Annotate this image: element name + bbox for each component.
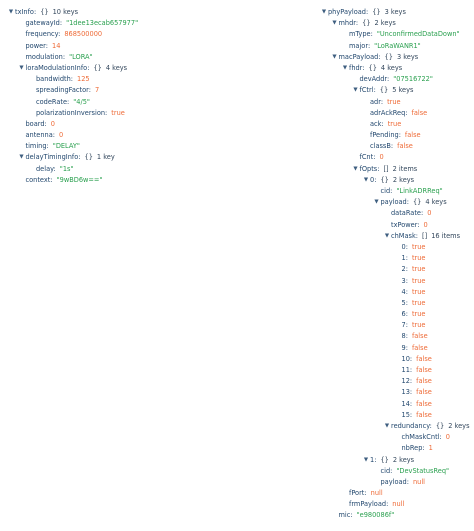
node-value-num: 14 [52,41,61,50]
node-key: txInfo [15,8,34,16]
tree-node [320,499,470,510]
node-value-num: 0 [427,209,432,218]
tree-node [320,365,470,376]
node-key: timing [25,142,47,151]
key-separator: : [70,75,73,84]
tree-node [7,97,207,108]
key-separator: : [390,466,393,475]
tree-node [320,208,470,219]
key-separator: : [67,97,70,106]
node-value-null: null [412,477,425,486]
node-key: 10 [401,354,410,363]
node-value-str: "LinkADRReq" [396,187,443,195]
tree-node [320,141,470,152]
tree-node [320,477,470,488]
node-key: phyPayload [328,8,366,16]
tree-node [320,253,470,264]
tree-node-expandable[interactable] [320,18,470,29]
node-type-brace: [] [422,231,428,240]
tree-node [320,331,470,342]
tree-node [320,466,470,477]
node-value-str: "e980086f" [356,511,395,520]
tree-node [7,141,207,152]
key-separator: : [409,399,413,408]
node-key: adr [370,97,381,106]
key-separator: : [365,8,369,16]
node-key: fOpts [359,164,378,173]
node-type-brace: {} [40,8,49,16]
key-separator: : [374,175,377,184]
node-count: 10 keys [52,8,79,16]
node-count: 4 keys [105,63,128,72]
key-separator: : [88,86,91,95]
node-value-bool: true [111,108,125,117]
key-separator: : [405,321,408,330]
node-key: adrAckReq [370,108,406,117]
expand-toggle-icon[interactable]: ▼ [19,154,24,161]
key-separator: : [377,164,380,173]
node-value-bool: false [411,108,428,117]
node-value-num: 1 [428,444,433,453]
node-key: cid [380,466,391,475]
key-separator: : [405,254,408,263]
node-value-num: 0 [50,119,55,128]
key-separator: : [420,209,424,218]
node-key: gatewayId [25,19,60,28]
node-key: bandwidth [36,75,71,84]
node-value-num: 868500000 [64,30,103,39]
tree-node [7,175,207,186]
node-type-brace: {} [368,63,377,72]
key-separator: : [105,108,108,117]
tree-node-expandable[interactable] [320,197,470,208]
key-separator: : [87,63,90,72]
node-key: codeRate [36,97,68,106]
tree-node [7,74,207,85]
tree-node [320,510,470,521]
node-value-bool: false [411,343,428,352]
key-separator: : [398,131,401,140]
node-value-bool: true [411,310,426,319]
node-key: 0 [370,175,375,184]
key-separator: : [44,119,47,128]
node-key: macPayload [338,52,379,61]
node-type-brace: {} [384,52,393,61]
tree-node-expandable[interactable] [7,152,207,163]
node-type-brace: {} [93,63,102,72]
tree-node [320,387,470,398]
node-value-bool: true [411,321,426,330]
node-key: mhdr [338,19,356,28]
key-separator: : [78,153,81,162]
key-separator: : [387,75,390,84]
key-separator: : [381,119,384,128]
tree-node-expandable[interactable] [7,7,207,18]
node-value-bool: true [411,287,426,296]
tree-node [320,130,470,141]
node-value-str: "4/5" [73,97,90,106]
node-value-str: "DevStatusReq" [396,466,450,475]
node-key: 9 [401,343,406,352]
node-key: board [25,119,45,128]
key-separator: : [406,477,409,486]
node-value-bool: true [411,276,426,285]
node-type-brace: {} [380,175,389,184]
node-type-brace: {} [84,153,93,162]
node-key: 4 [401,287,406,296]
node-count: 1 key [96,153,115,162]
tree-node [320,343,470,354]
node-value-num: 125 [77,75,90,84]
node-key: modulation [25,52,63,61]
key-separator: : [405,242,408,251]
node-value-null: null [370,489,383,498]
tree-node [7,119,207,130]
expand-toggle-icon[interactable]: ▼ [353,87,358,94]
expand-toggle-icon[interactable]: ▼ [363,176,369,183]
key-separator: : [409,366,413,374]
node-value-bool: false [416,354,432,363]
tree-node [7,18,207,29]
node-key: 0 [401,242,406,251]
node-key: dataRate [391,209,421,218]
key-separator: : [409,354,413,363]
tree-node [7,130,207,141]
node-value-bool: true [387,119,402,128]
expand-toggle-icon[interactable]: ▼ [332,53,337,60]
key-separator: : [405,287,408,296]
node-value-bool: true [411,242,426,251]
key-separator: : [58,30,61,39]
node-type-brace: {} [372,8,381,16]
key-separator: : [364,489,367,498]
node-type-brace: {} [380,455,389,464]
node-count: 3 keys [396,52,419,61]
key-separator: : [406,198,409,207]
tree-node [7,108,207,119]
node-value-num: 7 [94,86,100,95]
tree-node [320,29,470,40]
node-value-num: 0 [59,131,64,140]
node-count: 2 keys [392,175,415,184]
node-value-str: "07516722" [393,75,433,84]
node-key: mic [338,511,351,520]
tree-node [7,164,207,175]
key-separator: : [409,410,413,419]
key-separator: : [53,164,56,173]
tree-node [320,399,470,410]
tree-node [320,287,470,298]
node-key: context [25,175,51,184]
node-key: power [25,41,46,50]
tree-node [320,320,470,331]
key-separator: : [350,511,353,520]
node-key: cid [380,187,391,195]
node-key: antenna [25,131,53,140]
expand-toggle-icon[interactable]: ▼ [353,165,358,172]
phy-payload-tree [320,7,470,522]
tree-node [320,108,470,119]
node-value-num: 0 [379,153,384,162]
key-separator: : [33,8,37,16]
node-key: 13 [401,388,410,397]
key-separator: : [417,220,420,229]
key-separator: : [439,433,442,442]
node-key: 1 [370,455,375,464]
node-count: 4 keys [380,63,403,72]
node-key: 12 [401,377,410,386]
key-separator: : [362,63,365,72]
key-separator: : [405,310,408,319]
node-key: payload [380,198,407,207]
key-separator: : [45,41,48,50]
node-value-bool: false [411,332,428,341]
node-key: nbRep [401,444,423,453]
key-separator: : [415,231,419,240]
node-count: 5 keys [392,86,414,95]
node-key: polarizationInversion [36,108,106,117]
node-key: fCtrl [359,86,374,95]
node-key: devAddr [359,75,388,84]
key-separator: : [405,298,408,307]
node-key: 3 [401,276,406,285]
tree-node [7,85,207,96]
tree-node [7,41,207,52]
key-separator: : [422,444,425,453]
node-key: txPower [391,220,418,229]
tree-node [7,29,207,40]
node-type-brace: {} [362,19,371,28]
node-key: mType [349,30,371,39]
node-key: payload [380,477,407,486]
key-separator: : [390,187,393,195]
tree-node [320,410,470,421]
node-value-bool: false [416,410,432,419]
tree-node [320,41,470,52]
tree-node [320,264,470,275]
node-key: frequency [25,30,59,39]
node-key: 8 [401,332,406,341]
key-separator: : [386,500,389,509]
node-key: fCnt [359,153,374,162]
tree-node-expandable[interactable] [320,421,470,432]
node-type-brace: {} [412,198,422,207]
node-value-str: "1dee13ecab657977" [66,19,139,28]
tree-node [320,152,470,163]
node-value-str: "9wBD6w==" [56,175,103,184]
node-key: 11 [401,366,410,374]
node-key: 15 [401,410,410,419]
node-value-bool: true [411,265,426,274]
key-separator: : [373,86,376,95]
node-value-bool: true [411,298,426,307]
tree-node [320,443,470,454]
tx-info-tree [7,7,207,186]
key-separator: : [378,52,381,61]
node-key: loraModulationInfo [25,63,88,72]
node-count: 2 keys [392,455,415,464]
node-value-str: "LoRaWANR1" [374,41,421,50]
key-separator: : [52,131,55,140]
expand-toggle-icon[interactable]: ▼ [384,232,390,239]
expand-toggle-icon[interactable]: ▼ [374,199,379,206]
tree-node-expandable[interactable] [320,85,470,96]
tree-node [320,376,470,387]
key-separator: : [46,142,49,151]
key-separator: : [380,97,384,106]
tree-node [320,74,470,85]
node-key: 7 [401,321,406,330]
key-separator: : [62,52,66,61]
expand-toggle-icon[interactable]: ▼ [384,422,390,429]
key-separator: : [367,41,371,50]
key-separator: : [374,455,377,464]
node-value-bool: true [411,254,426,263]
node-count: 2 items [392,164,418,173]
node-key: 14 [401,399,410,408]
node-value-str: "DELAY" [52,142,80,151]
node-key: ack [370,119,382,128]
key-separator: : [405,276,408,285]
node-key: chMaskCntl [401,433,440,442]
node-key: redundancy [391,421,430,430]
tree-node [320,309,470,320]
node-value-bool: false [416,377,432,386]
key-separator: : [59,19,63,28]
tree-node [320,298,470,309]
node-type-brace: {} [435,421,445,430]
node-count: 2 keys [374,19,396,28]
tree-node-expandable[interactable] [320,52,470,63]
node-count: 2 keys [448,421,470,430]
node-count: 4 keys [425,198,447,207]
node-key: 6 [401,310,406,319]
tree-node [320,220,470,231]
node-key: classB [370,142,391,151]
node-value-bool: false [416,366,432,374]
node-value-str: "LORA" [69,52,93,61]
node-value-bool: false [404,131,421,140]
node-value-bool: false [397,142,413,151]
tree-node-expandable[interactable] [320,231,470,242]
node-key: chMask [391,231,416,240]
key-separator: : [390,142,394,151]
key-separator: : [409,388,413,397]
node-value-str: "UnconfirmedDataDown" [376,30,460,39]
tree-node-expandable[interactable] [320,63,470,74]
key-separator: : [405,343,408,352]
node-key: delay [36,164,54,173]
node-value-num: 0 [423,220,428,229]
tree-node [320,97,470,108]
node-key: major [349,41,368,50]
key-separator: : [429,421,432,430]
tree-node [320,276,470,287]
tree-node [320,119,470,130]
expand-toggle-icon[interactable]: ▼ [332,20,337,27]
node-key: 5 [401,298,406,307]
expand-toggle-icon[interactable]: ▼ [8,9,14,15]
node-key: 1 [401,254,406,263]
node-key: fPort [349,489,365,498]
node-count: 16 items [431,231,461,240]
tree-node-expandable[interactable] [320,7,470,18]
node-value-bool: true [387,97,401,106]
node-key: frmPayload [349,500,387,509]
tree-node [320,186,470,197]
tree-node-expandable[interactable] [320,164,470,175]
expand-toggle-icon[interactable]: ▼ [363,456,369,463]
tree-node-expandable[interactable] [320,175,470,186]
node-value-num: 0 [445,433,450,442]
node-value-bool: false [416,399,432,408]
tree-node [320,488,470,499]
node-count: 3 keys [384,8,406,16]
key-separator: : [355,19,359,28]
node-value-str: "1s" [59,164,74,173]
node-value-bool: false [416,388,432,397]
node-type-brace: {} [379,86,389,95]
node-value-null: null [392,500,405,509]
key-separator: : [405,108,408,117]
key-separator: : [405,265,408,274]
key-separator: : [409,377,413,386]
tree-node-expandable[interactable] [320,455,470,466]
key-separator: : [373,153,376,162]
tree-node [7,52,207,63]
expand-toggle-icon[interactable]: ▼ [19,64,24,71]
tree-node [320,354,470,365]
node-key: spreadingFactor [36,86,89,95]
node-type-brace: [] [383,164,389,173]
node-key: delayTimingInfo [25,153,79,162]
node-key: fPending [370,131,399,140]
expand-toggle-icon[interactable]: ▼ [321,9,327,15]
key-separator: : [50,175,53,184]
key-separator: : [370,30,373,39]
node-key: 2 [401,265,406,274]
node-key: fhdr [349,63,363,72]
expand-toggle-icon[interactable]: ▼ [342,64,348,71]
tree-node-expandable[interactable] [7,63,207,74]
tree-node [320,432,470,443]
key-separator: : [405,332,408,341]
tree-node [320,242,470,253]
